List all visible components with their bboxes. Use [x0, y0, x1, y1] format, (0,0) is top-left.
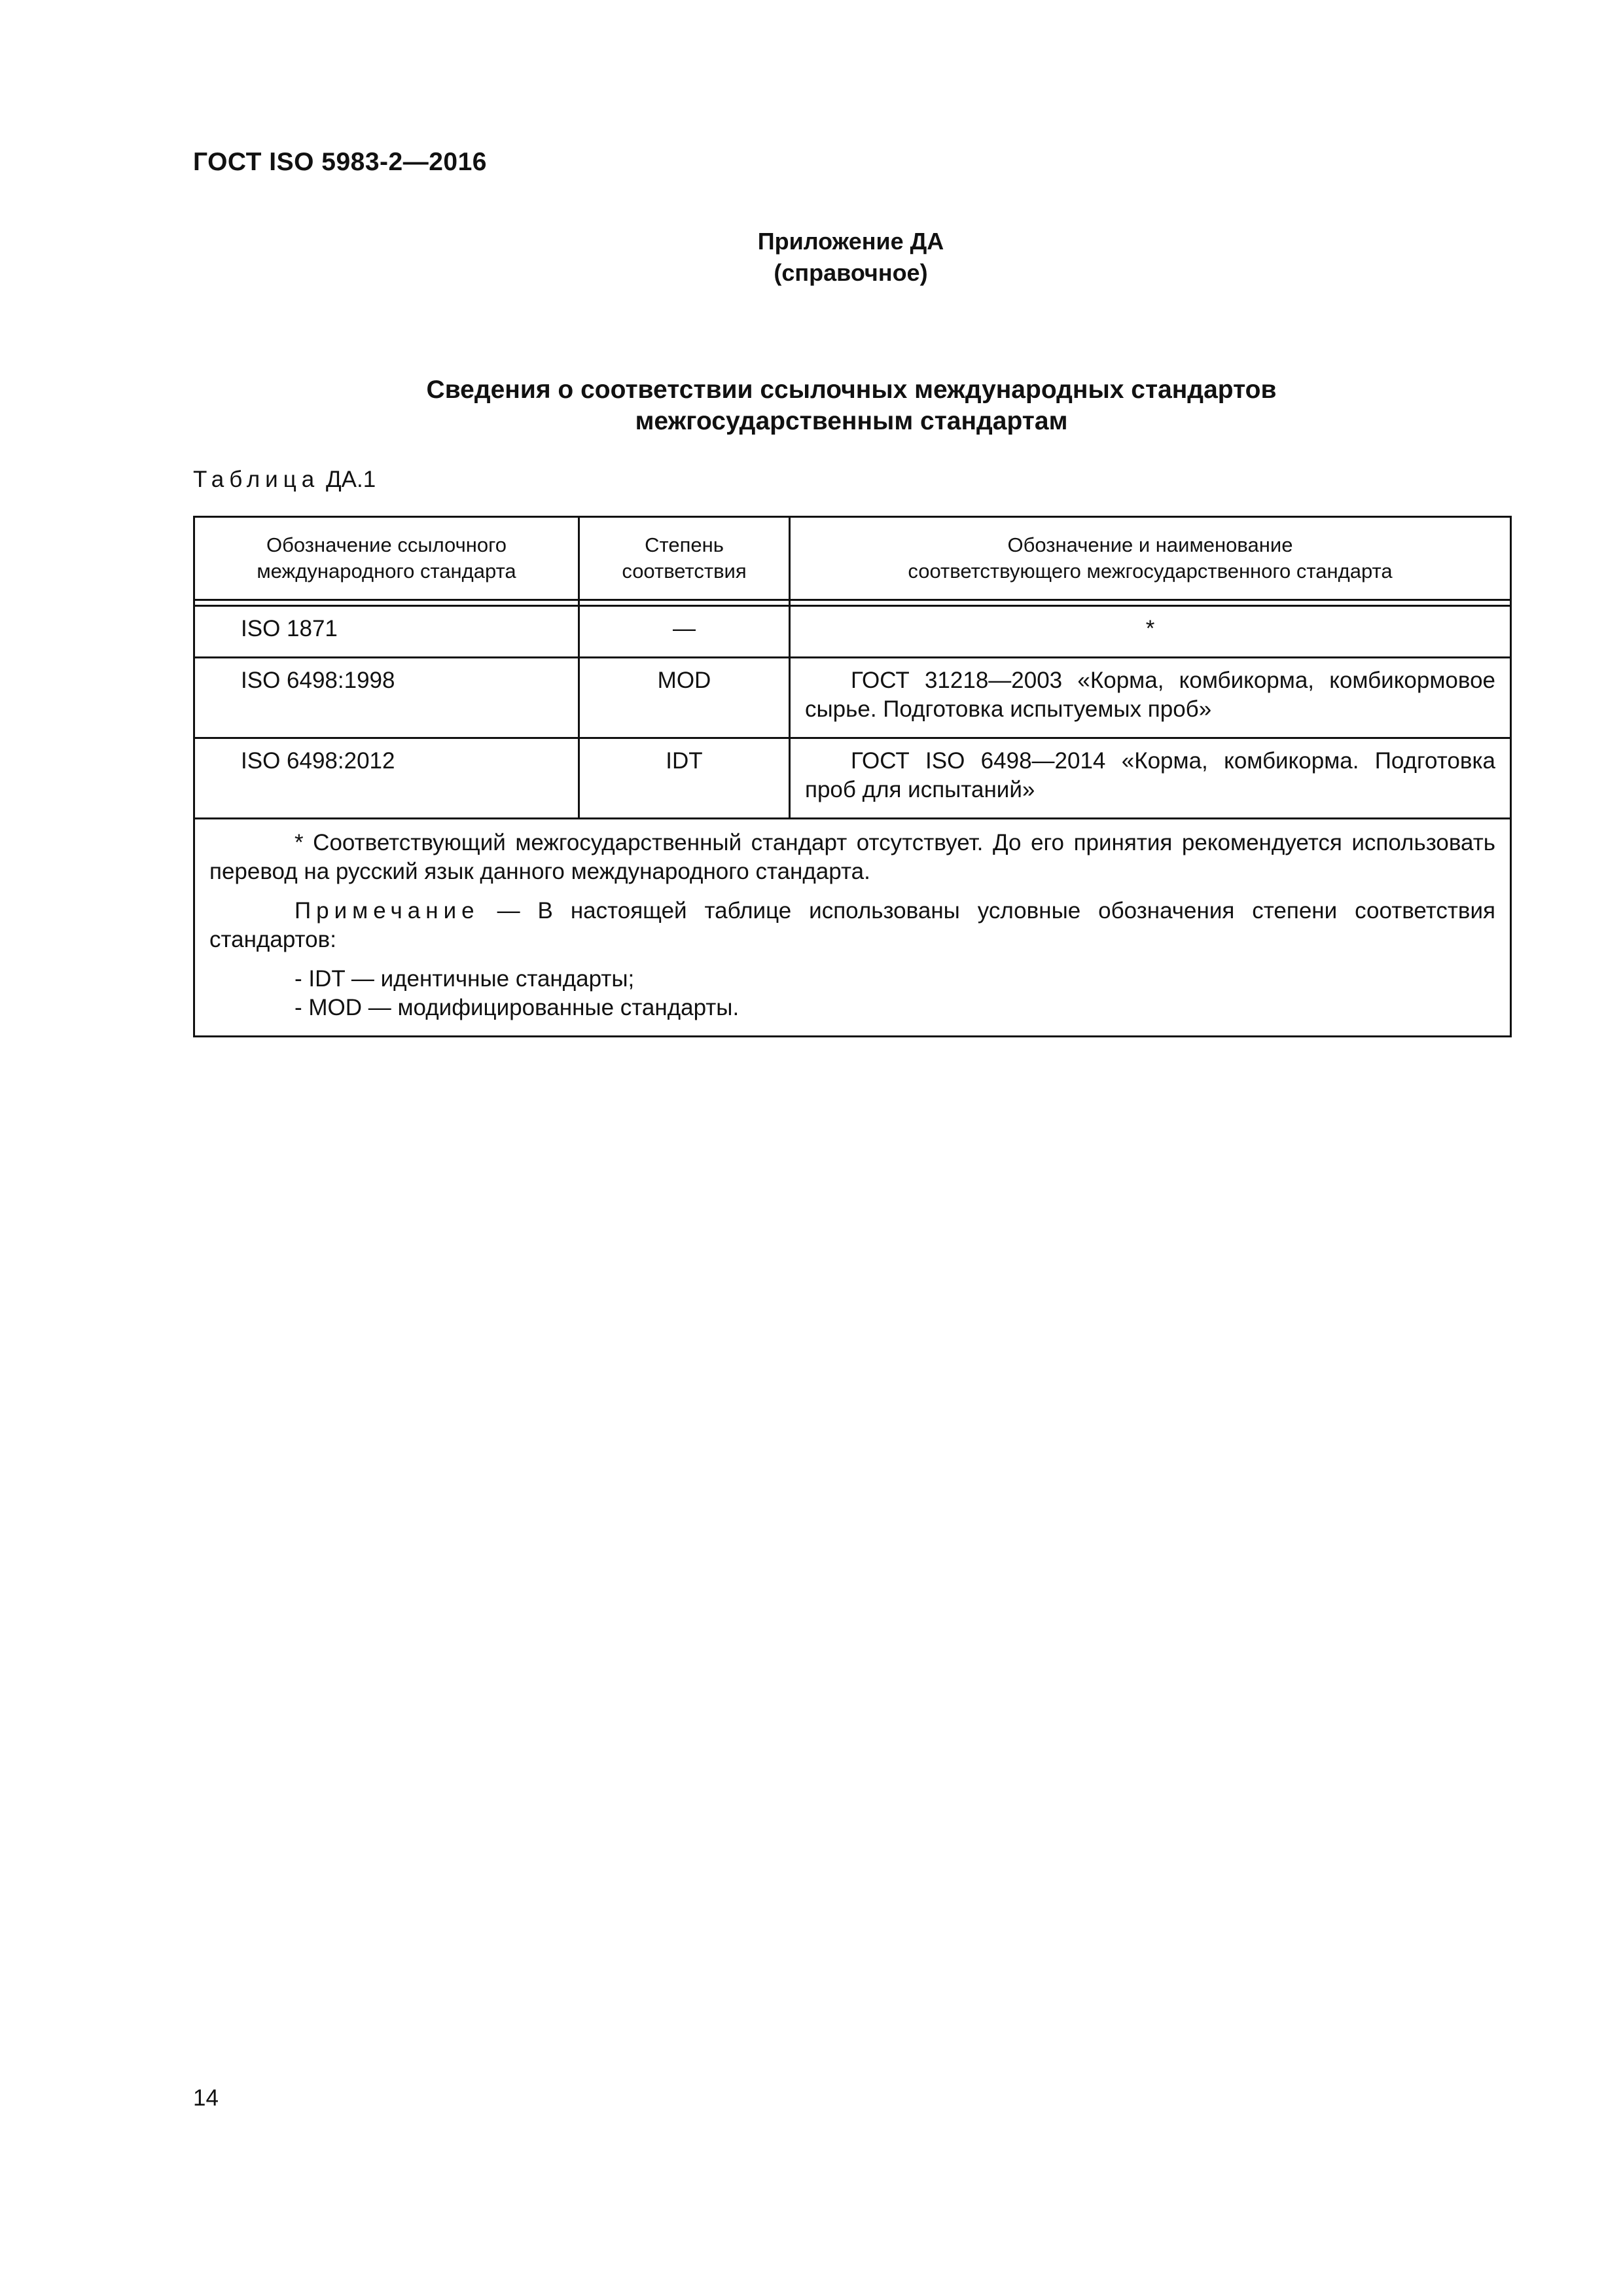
- table-row: [194, 658, 1511, 738]
- note-label: Примечание: [294, 898, 480, 924]
- annex-title: Приложение ДА: [757, 228, 944, 255]
- section-title-line-2: межгосударственным стандартам: [635, 407, 1068, 435]
- header-col1-line1: Обозначение ссылочного: [266, 533, 507, 556]
- annex-type: (справочное): [774, 259, 928, 286]
- table-note: [209, 897, 1495, 954]
- cell-international: ISO 6498:1998: [194, 658, 579, 738]
- document-code: ГОСТ ISO 5983-2—2016: [193, 148, 487, 176]
- table-notes: [194, 819, 1511, 1037]
- header-degree: [579, 517, 790, 600]
- header-col1-line2: международного стандарта: [257, 560, 516, 583]
- annex-heading: [0, 226, 1623, 289]
- cell-national-text: ГОСТ ISO 6498—2014 «Корма, комбикорма. Подготовка проб для испытаний»: [805, 748, 1495, 802]
- note-item-mod: - MOD — модифицированные стандарты.: [294, 995, 740, 1020]
- table-header-row: [194, 517, 1511, 600]
- cell-national: [790, 738, 1511, 819]
- table-row: [194, 738, 1511, 819]
- table-caption: [193, 467, 376, 493]
- section-title: [193, 374, 1510, 437]
- cell-international: ISO 1871: [194, 606, 579, 658]
- standards-correspondence-table: [193, 516, 1512, 1037]
- cell-national: *: [790, 606, 1511, 658]
- page-number: 14: [193, 2085, 219, 2111]
- note-text: — В настоящей таблице использованы условные обозначения степени соответствия стандартов:: [209, 898, 1495, 952]
- header-interstate-standard: [790, 517, 1511, 600]
- cell-degree: —: [579, 606, 790, 658]
- note-item-idt: - IDT — идентичные стандарты;: [294, 966, 635, 992]
- cell-degree: MOD: [579, 658, 790, 738]
- header-col3-line2: соответствующего межгосударственного стандарта: [908, 560, 1393, 583]
- cell-international: ISO 6498:2012: [194, 738, 579, 819]
- header-col3-line1: Обозначение и наименование: [1007, 533, 1293, 556]
- table-caption-label: Таблица: [193, 467, 320, 492]
- header-col2-line1: Степень: [645, 533, 724, 556]
- header-international-standard: [194, 517, 579, 600]
- header-col2-line2: соответствия: [622, 560, 747, 583]
- header-separator: [194, 600, 1511, 606]
- cell-degree: IDT: [579, 738, 790, 819]
- section-title-line-1: Сведения о соответствии ссылочных международных стандартов: [426, 376, 1277, 404]
- table-caption-number: ДА.1: [325, 467, 376, 492]
- table-footnote: * Соответствующий межгосударственный стандарт отсутствует. До его принятия рекомендуется использовать перевод на русский язык данного международного стандарта.: [209, 830, 1495, 884]
- note-list: [209, 965, 1495, 1022]
- cell-national-text: ГОСТ 31218—2003 «Корма, комбикорма, комбикормовое сырье. Подготовка испытуемых проб»: [805, 668, 1495, 722]
- cell-national: [790, 658, 1511, 738]
- table-notes-row: [194, 819, 1511, 1037]
- table-row: [194, 606, 1511, 658]
